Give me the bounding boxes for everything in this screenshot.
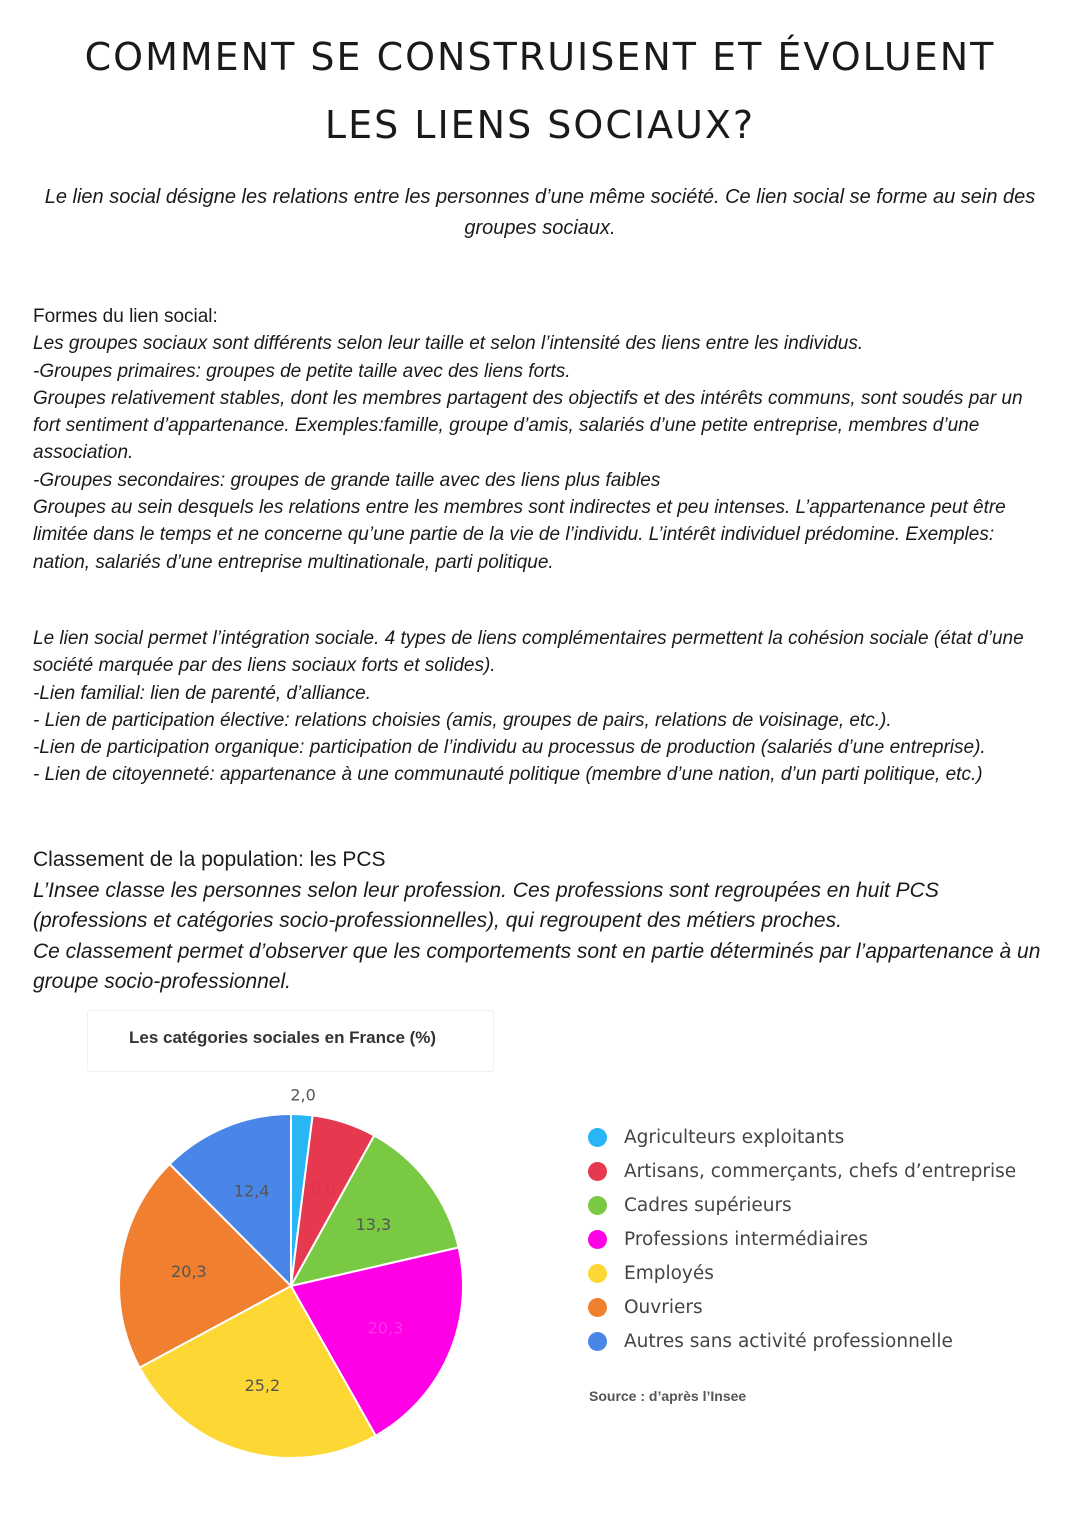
paragraph: - Lien de citoyenneté: appartenance à une communauté politique (membre d’une nation, d’un parti politique, etc.) <box>33 764 983 786</box>
paragraph: -Lien de participation organique: participation de l’individu au processus de production (salariés d’une entreprise). <box>33 737 986 759</box>
paragraph: Groupes au sein desquels les relations entre les membres sont indirectes et peu intenses. L’appartenance peut être limitée dans le temps et ne concerne qu’une partie de la vie de l’individu. L’intérêt individuel prédomine. Exemples: nation, salariés d’une entreprise multinationale, parti politique. <box>33 497 1006 573</box>
legend-item <box>588 1120 1058 1154</box>
paragraph: -Groupes primaires: groupes de petite taille avec des liens forts. <box>33 360 571 382</box>
pie-data-label: 20,3 <box>171 1261 207 1281</box>
legend-label: Employés <box>624 1262 714 1284</box>
pie-data-label: 12,4 <box>233 1181 270 1201</box>
paragraph: L’Insee classe les personnes selon leur profession. Ces professions sont regroupées en huit PCS (professions et catégories socio-professionnelles), qui regroupent des métiers proches. <box>33 878 939 932</box>
paragraph: Le lien social permet l’intégration sociale. 4 types de liens complémentaires permettent la cohésion sociale (état d’une société marquée par des liens sociaux forts et solides). <box>33 628 1024 677</box>
legend-swatch <box>588 1196 607 1215</box>
legend-swatch <box>588 1264 607 1283</box>
legend-item <box>588 1290 1058 1324</box>
legend-label: Artisans, commerçants, chefs d’entreprise <box>624 1160 1017 1182</box>
pie-data-label: 20,3 <box>367 1318 404 1338</box>
page-title-line2: LES LIENS SOCIAUX? <box>324 103 756 147</box>
pie-data-label: 2,0 <box>290 1085 316 1105</box>
legend-item <box>588 1188 1058 1222</box>
paragraph: -Lien familial: lien de parenté, d’alliance. <box>33 682 371 704</box>
legend-swatch <box>588 1332 607 1351</box>
chart-source: Source : d’après l’Insee <box>589 1388 747 1404</box>
chart-legend <box>588 1120 1058 1358</box>
legend-swatch <box>588 1128 607 1147</box>
paragraph: -Groupes secondaires: groupes de grande taille avec des liens plus faibles <box>33 469 661 491</box>
legend-label: Autres sans activité professionnelle <box>624 1330 953 1352</box>
legend-item <box>588 1154 1058 1188</box>
legend-swatch <box>588 1162 607 1181</box>
legend-label: Cadres supérieurs <box>624 1194 792 1216</box>
pie-data-label: 25,2 <box>244 1376 281 1396</box>
legend-item <box>588 1222 1058 1256</box>
paragraph: Les groupes sociaux sont différents selon leur taille et selon l’intensité des liens entre les individus. <box>33 333 864 355</box>
legend-swatch <box>588 1298 607 1317</box>
paragraph: Ce classement permet d’observer que les comportements sont en partie déterminés par l’appartenance à un groupe socio-professionnel. <box>33 939 1041 993</box>
paragraph: Groupes relativement stables, dont les membres partagent des objectifs et des intérêts communs, sont soudés par un fort sentiment d’appartenance. Exemples:famille, groupe d’amis, salariés d’une petite entreprise, membres d’une association. <box>33 387 1023 464</box>
page-title-line1: COMMENT SE CONSTRUISENT ET ÉVOLUENT <box>84 35 996 79</box>
legend-label: Ouvriers <box>624 1296 703 1318</box>
legend-item <box>588 1256 1058 1290</box>
pie-data-label: 13,3 <box>355 1214 392 1234</box>
legend-swatch <box>588 1230 607 1249</box>
paragraph: - Lien de participation élective: relations choisies (amis, groupes de pairs, relations de voisinage, etc.). <box>33 709 892 731</box>
legend-item <box>588 1324 1058 1358</box>
pie-data-label: 6,0 <box>310 1178 336 1198</box>
section-heading: Formes du lien social: <box>33 306 218 327</box>
legend-label: Professions intermédiaires <box>624 1228 868 1250</box>
chart-title: Les catégories sociales en France (%) <box>129 1028 437 1047</box>
intro-paragraph: Le lien social désigne les relations entre les personnes d’une même société. Ce lien social se forme au sein des groupes sociaux. <box>44 186 1036 239</box>
legend-label: Agriculteurs exploitants <box>624 1126 845 1148</box>
section-heading: Classement de la population: les PCS <box>33 848 386 871</box>
